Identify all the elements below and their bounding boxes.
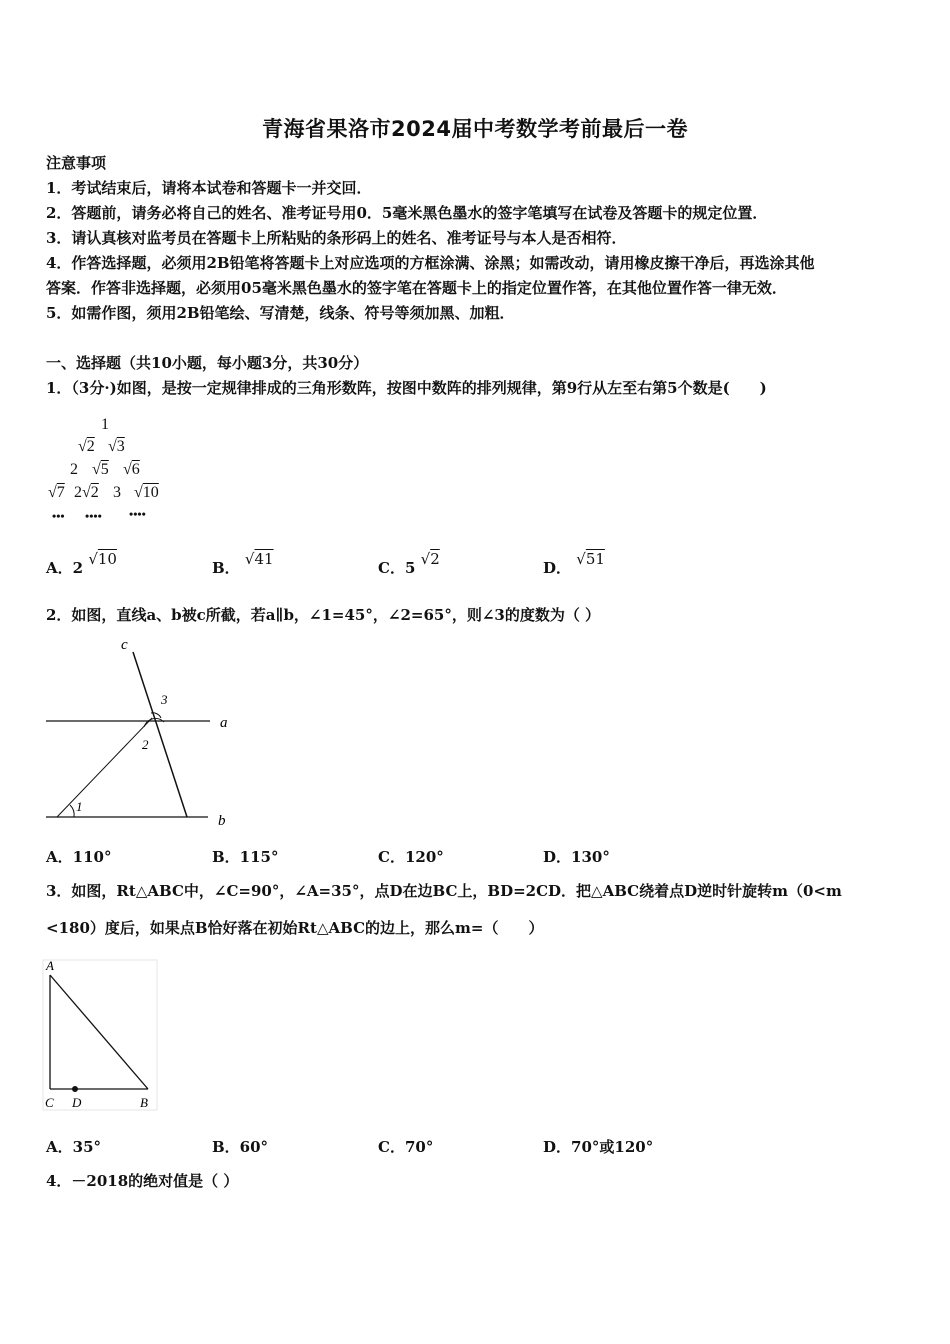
- triangle-cell: √10: [134, 484, 159, 501]
- side-ab: [50, 975, 148, 1089]
- option-c[interactable]: C．5 √2: [378, 550, 440, 577]
- notice-item: 答案．作答非选择题，必须用05毫米黑色墨水的签字笔在答题卡上的指定位置作答，在其他位置作答一律无效．: [46, 279, 787, 297]
- triangle-dots: •••: [52, 509, 65, 523]
- triangle-cell: √2: [78, 438, 95, 455]
- triangle-cell: 2√2: [74, 484, 99, 501]
- option-a[interactable]: A．35°: [46, 1138, 102, 1156]
- parallel-lines-figure: [40, 632, 250, 832]
- triangle-cell: 3: [113, 484, 121, 501]
- option-d[interactable]: D．70°或120°: [543, 1138, 654, 1156]
- label-C: C: [45, 1095, 54, 1110]
- triangle-dots: ••••: [85, 509, 102, 523]
- option-a[interactable]: A．2 √10: [46, 550, 117, 577]
- notice-item: 5．如需作图，须用2B铅笔绘、写清楚，线条、符号等须加黑、加粗．: [46, 304, 515, 322]
- triangle-dots: ••••: [129, 507, 146, 521]
- option-b[interactable]: B． √41: [212, 550, 274, 577]
- triangle-cell: √7: [48, 484, 65, 501]
- page-title: 青海省果洛市2024届中考数学考前最后一卷: [262, 117, 688, 141]
- point-d: [72, 1086, 78, 1092]
- triangle-cell: √5: [92, 461, 109, 478]
- option-c[interactable]: C．70°: [378, 1138, 434, 1156]
- option-c[interactable]: C．120°: [378, 848, 444, 866]
- slant-line: [57, 718, 152, 817]
- question-4-text: 4．－2018的绝对值是（ ）: [46, 1172, 239, 1190]
- notice-item: 1．考试结束后，请将本试卷和答题卡一并交回．: [46, 179, 372, 197]
- line-c: [133, 652, 187, 817]
- triangle-cell: √6: [123, 461, 140, 478]
- option-b[interactable]: B．115°: [212, 848, 279, 866]
- option-d[interactable]: D．130°: [543, 848, 610, 866]
- label-B: B: [140, 1095, 148, 1110]
- notice-heading: 注意事项: [46, 154, 107, 172]
- label-3: 3: [161, 692, 168, 707]
- question-3-text: 3．如图，Rt△ABC中，∠C=90°，∠A=35°，点D在边BC上，BD=2CD．把△ABC绕着点D逆时针旋转m（0<m: [46, 882, 842, 900]
- label-a: a: [220, 715, 228, 731]
- question-3-text-cont: <180）度后，如果点B恰好落在初始Rt△ABC的边上，那么m=（ ）: [46, 919, 544, 937]
- label-1: 1: [76, 799, 83, 814]
- triangle-cell: 2: [70, 461, 78, 478]
- angle-1-arc: [70, 805, 74, 817]
- label-b: b: [218, 813, 226, 829]
- label-2: 2: [142, 737, 149, 752]
- notice-item: 4．作答选择题，必须用2B铅笔将答题卡上对应选项的方框涂满、涂黑；如需改动，请用橡皮擦干净后，再选涂其他: [46, 254, 815, 272]
- option-a[interactable]: A．110°: [46, 848, 112, 866]
- triangle-abc-figure: [40, 955, 165, 1115]
- notice-item: 2．答题前，请务必将自己的姓名、准考证号用0．5毫米黑色墨水的签字笔填写在试卷及答题卡的规定位置．: [46, 204, 768, 222]
- label-A: A: [46, 958, 54, 973]
- option-b[interactable]: B．60°: [212, 1138, 269, 1156]
- triangle-cell: √3: [108, 438, 125, 455]
- question-1-text: 1．（3分·)如图，是按一定规律排成的三角形数阵，按图中数阵的排列规律，第9行从左至右第5个数是( ): [46, 379, 767, 397]
- label-D: D: [72, 1095, 82, 1110]
- label-c: c: [121, 637, 128, 653]
- triangle-cell: 1: [101, 416, 109, 433]
- option-d[interactable]: D． √51: [543, 550, 605, 577]
- notice-item: 3．请认真核对监考员在答题卡上所粘贴的条形码上的姓名、准考证号与本人是否相符．: [46, 229, 627, 247]
- section-heading: 一、选择题（共10小题，每小题3分，共30分）: [46, 354, 369, 372]
- question-2-text: 2．如图，直线a、b被c所截，若a∥b，∠1=45°，∠2=65°，则∠3的度数为（ ）: [46, 606, 601, 624]
